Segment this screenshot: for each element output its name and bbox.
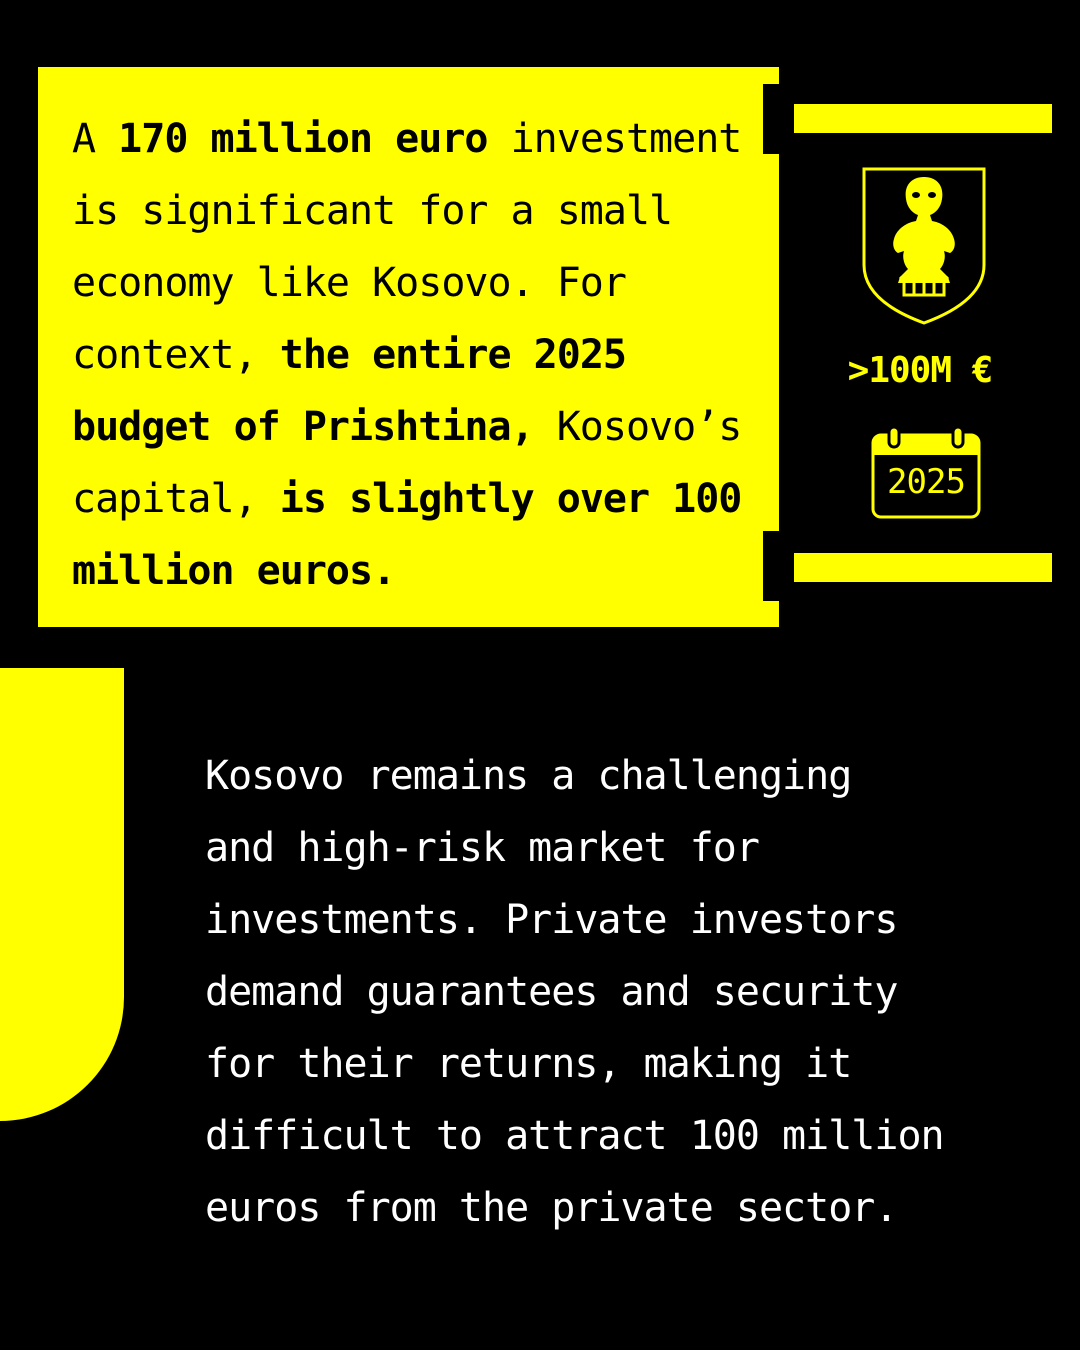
text-segment-bold: 170 million euro <box>118 116 488 162</box>
text-segment: is significant for a small economy like Kosovo. For context, <box>72 188 673 378</box>
text-segment-bold: the entire 2025 budget of Prishtina, <box>72 332 626 450</box>
highlight-text <box>72 103 772 607</box>
highlight-card <box>38 67 779 627</box>
card-notch-bottom <box>763 531 779 601</box>
calendar-year: 2025 <box>887 462 965 502</box>
decorative-side-shape <box>0 668 124 1121</box>
text-segment-bold: is slightly over 100 million euros. <box>72 476 742 594</box>
card-notch-top <box>763 84 779 154</box>
divider-bar-bottom <box>794 553 1052 582</box>
body-text: Kosovo remains a challenging and high-risk market for investments. Private investors demand guarantees and security for their returns, making it difficult to attract 100 million euros from the private sector. <box>205 753 944 1231</box>
divider-bar-top <box>794 104 1052 133</box>
text-segment: A <box>72 116 119 162</box>
kosovo-coat-of-arms-icon <box>860 165 988 327</box>
budget-stat: >100M € <box>847 350 993 391</box>
text-segment: Kosovo’s capital, <box>72 404 742 522</box>
text-segment: investment <box>487 116 742 162</box>
